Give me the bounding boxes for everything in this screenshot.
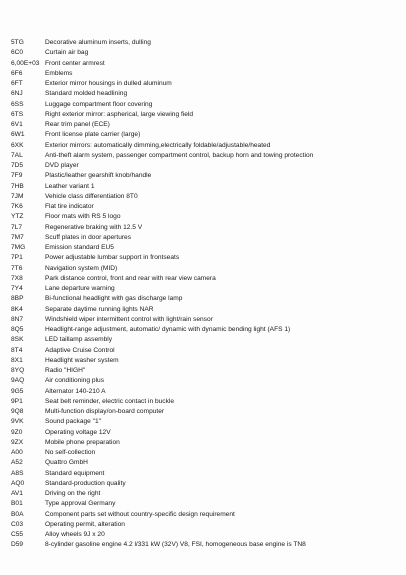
option-description: Right exterior mirror: aspherical, large viewing field [45, 110, 194, 118]
option-row [11, 253, 399, 263]
option-description: Mobile phone preparation [45, 438, 120, 446]
option-row [11, 489, 399, 499]
option-code: 7L7 [11, 223, 23, 231]
option-description: 8-cylinder gasoline engine 4.2 l/331 kW (32V) V8, FSI, homogeneous base engine is TN8 [45, 541, 306, 549]
option-code: 5TG [11, 39, 24, 46]
option-description: Headlight washer system [45, 356, 119, 364]
option-code: 8N7 [11, 315, 24, 323]
option-description: Decorative aluminum inserts, dulling [45, 39, 151, 46]
option-row [11, 223, 399, 233]
option-row [11, 79, 399, 89]
option-description: Operating permit, alteration [45, 520, 125, 528]
option-description: Quattro GmbH [45, 459, 88, 467]
option-description: Sound package "1" [45, 418, 102, 426]
option-code: 9VK [11, 418, 24, 426]
option-row [11, 458, 399, 468]
option-code: 7JM [11, 192, 24, 200]
option-description: Standard equipment [45, 469, 105, 477]
option-description: Alloy wheels 9J x 20 [45, 531, 105, 538]
option-row [11, 499, 399, 509]
option-description: Multi-function display/on-board computer [45, 408, 165, 415]
option-code: 7MG [11, 244, 26, 251]
option-row [11, 141, 399, 151]
option-row [11, 428, 399, 438]
option-code: 8BP [11, 295, 24, 303]
option-description: Separate daytime running lights NAR [45, 305, 154, 313]
option-description: Type approval Germany [45, 500, 116, 508]
option-description: Standard-production quality [45, 479, 126, 487]
option-row [11, 120, 399, 130]
option-code: 7AL [11, 151, 23, 159]
option-description: Emblems [45, 69, 73, 77]
option-row [11, 346, 399, 356]
option-row [11, 284, 399, 294]
option-code: 9AQ [11, 377, 25, 385]
option-row [11, 510, 399, 520]
option-description: Component parts set without country-specific design requirement [45, 510, 235, 518]
option-description: Luggage compartment floor covering [45, 100, 153, 108]
option-description: Vehicle class differentiation 8T0 [45, 192, 138, 200]
option-row [11, 325, 399, 335]
option-row [11, 161, 399, 171]
option-description: Emission standard EU5 [45, 244, 114, 251]
option-code: B01 [11, 500, 23, 508]
option-description: Alternator 140-210 A [45, 387, 106, 395]
option-code: 7F9 [11, 172, 23, 180]
option-code: 8K4 [11, 305, 23, 313]
option-row [11, 274, 399, 284]
option-code: 8X1 [11, 356, 23, 364]
option-code: 9Z0 [11, 428, 23, 436]
option-row [11, 151, 399, 161]
option-code: C03 [11, 520, 24, 528]
option-description: Plastic/leather gearshift knob/handle [45, 172, 152, 180]
option-code: 6SS [11, 100, 24, 108]
option-description: Standard molded headlining [45, 90, 128, 98]
option-description: Adaptive Cruise Control [45, 346, 115, 354]
option-row [11, 192, 399, 202]
option-code: 9P1 [11, 397, 23, 405]
option-description: Radio "HIGH" [45, 367, 86, 374]
option-row [11, 212, 399, 222]
option-code: B0A [11, 510, 24, 518]
option-row [11, 48, 399, 58]
option-description: Power adjustable lumbar support in frontseats [45, 254, 180, 262]
option-code: 6,00E+03 [11, 59, 40, 67]
option-description: Park distance control, front and rear with rear view camera [45, 274, 216, 282]
option-row [11, 69, 399, 79]
option-description: Driving on the right [45, 490, 101, 497]
option-code: 7X8 [11, 274, 23, 282]
option-row [11, 264, 399, 274]
option-description: Headlight-range adjustment, automatic/ dynamic with dynamic bending light (AFS 1) [45, 326, 291, 333]
option-description: Rear trim panel (ECE) [45, 121, 110, 128]
option-description: Regenerative braking with 12.5 V [45, 223, 143, 231]
option-code-list [11, 38, 399, 551]
option-row [11, 438, 399, 448]
option-row [11, 315, 399, 325]
option-description: Scuff plates in door apertures [45, 233, 132, 241]
option-code: A8S [11, 469, 24, 477]
option-code: 6NJ [11, 90, 23, 98]
option-description: Leather variant 1 [45, 182, 95, 190]
option-description: Front center armrest [45, 59, 105, 67]
option-code: AV1 [11, 490, 23, 497]
option-code: D59 [11, 541, 24, 549]
option-code: 7HB [11, 182, 24, 190]
option-code: 6F6 [11, 69, 23, 77]
option-row [11, 100, 399, 110]
option-code: 9G5 [11, 387, 24, 395]
option-description: Lane departure warning [45, 285, 115, 292]
option-row [11, 38, 399, 48]
option-code: 7K6 [11, 203, 23, 210]
option-code: 9Q8 [11, 408, 24, 415]
option-description: Curtain air bag [45, 49, 89, 57]
option-description: LED taillamp assembly [45, 336, 113, 344]
option-code: 6C0 [11, 49, 24, 57]
option-code: YTZ [11, 213, 24, 221]
option-row [11, 376, 399, 386]
option-row [11, 130, 399, 140]
option-row [11, 59, 399, 69]
option-row [11, 387, 399, 397]
option-row [11, 202, 399, 212]
option-code: 8Q5 [11, 326, 24, 333]
option-code: 7D5 [11, 162, 24, 169]
option-row [11, 530, 399, 540]
option-code: 6FT [11, 80, 23, 87]
option-description: Bi-functional headlight with gas discharge lamp [45, 295, 183, 303]
option-code: 7T6 [11, 264, 23, 272]
option-row [11, 407, 399, 417]
option-description: Windshield wiper intermittent control with light/rain sensor [45, 315, 213, 323]
option-code: 6W1 [11, 131, 25, 139]
option-description: No self-collection [45, 449, 96, 456]
option-row [11, 417, 399, 427]
option-description: Navigation system (MID) [45, 264, 118, 272]
option-row [11, 89, 399, 99]
option-row [11, 448, 399, 458]
option-description: Floor mats with RS 5 logo [45, 213, 121, 221]
option-description: Front license plate carrier (large) [45, 131, 141, 139]
option-row [11, 469, 399, 479]
option-row [11, 171, 399, 181]
option-code: 6TS [11, 110, 24, 118]
option-description: Seat belt reminder, electric contact in buckle [45, 397, 175, 405]
option-code: 6V1 [11, 121, 23, 128]
option-row [11, 335, 399, 345]
option-code: AQ0 [11, 479, 25, 487]
option-description: Exterior mirror housings in dulled aluminum [45, 80, 172, 87]
option-description: Anti-theft alarm system, passenger compartment control, backup horn and towing protection [45, 151, 314, 159]
option-row [11, 540, 399, 550]
option-code: A52 [11, 459, 23, 467]
option-code: 7M7 [11, 233, 24, 241]
option-description: Flat tire indicator [45, 203, 94, 210]
option-description: Air conditioning plus [45, 377, 105, 385]
option-row [11, 110, 399, 120]
option-row [11, 397, 399, 407]
option-row [11, 520, 399, 530]
option-code: 7Y4 [11, 285, 23, 292]
option-row [11, 243, 399, 253]
option-code: A00 [11, 449, 23, 456]
option-description: Exterior mirrors: automatically dimming,electrically foldable/adjustable/heated [45, 141, 271, 149]
option-description: DVD player [45, 162, 79, 169]
option-code: 6XK [11, 141, 24, 149]
option-row [11, 366, 399, 376]
option-code: 8T4 [11, 346, 23, 354]
option-description: Operating voltage 12V [45, 428, 111, 436]
option-row [11, 233, 399, 243]
option-code: 7P1 [11, 254, 23, 262]
option-row [11, 356, 399, 366]
option-code: C55 [11, 531, 24, 538]
option-row [11, 294, 399, 304]
option-code: 8SK [11, 336, 24, 344]
option-row [11, 305, 399, 315]
option-row [11, 182, 399, 192]
option-code: 8YQ [11, 367, 25, 374]
option-code: 9ZX [11, 438, 24, 446]
option-row [11, 479, 399, 489]
